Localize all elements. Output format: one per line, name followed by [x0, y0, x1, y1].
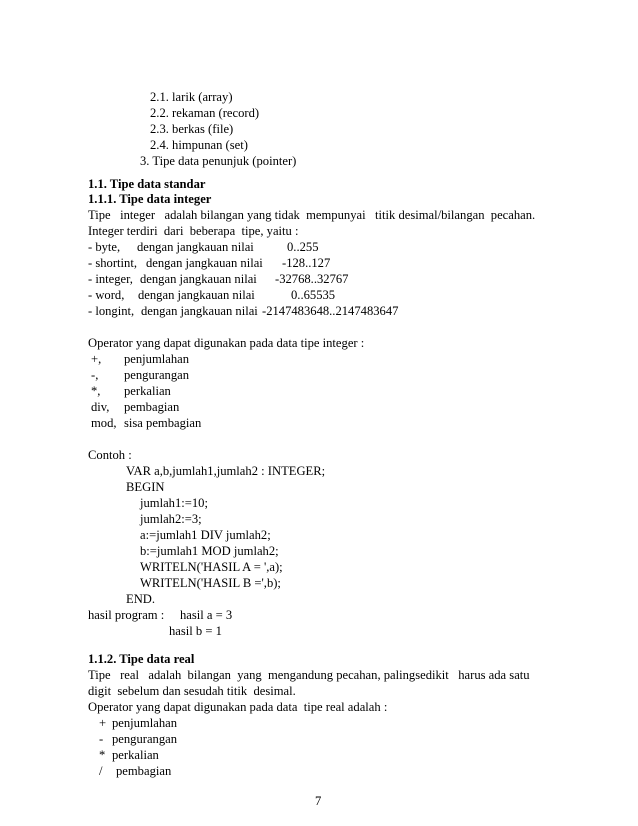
operator-symbol: -,	[91, 368, 99, 382]
section-heading: 1.1. Tipe data standar	[88, 177, 206, 191]
code-line: jumlah1:=10;	[140, 496, 208, 510]
operator-symbol: *,	[91, 384, 101, 398]
operator-symbol: *	[99, 748, 106, 762]
paragraph-line: Tipe real adalah bilangan yang mengandung pecahan, palingsedikit harus ada satu	[88, 668, 530, 682]
operator-desc: perkalian	[112, 748, 159, 762]
type-name: - longint,	[88, 304, 135, 318]
type-desc: dengan jangkauan nilai	[140, 272, 257, 286]
toc-item: 3. Tipe data penunjuk (pointer)	[140, 154, 297, 168]
type-range: -128..127	[282, 256, 331, 270]
type-desc: dengan jangkauan nilai	[146, 256, 263, 270]
code-line: a:=jumlah1 DIV jumlah2;	[140, 528, 271, 542]
output-label: hasil program :	[88, 608, 165, 622]
toc-item: 2.2. rekaman (record)	[150, 106, 260, 120]
type-desc: dengan jangkauan nilai	[137, 240, 254, 254]
type-name: - byte,	[88, 240, 121, 254]
subsection-heading: 1.1.1. Tipe data integer	[88, 192, 212, 206]
output-line: hasil a = 3	[180, 608, 233, 622]
code-line: VAR a,b,jumlah1,jumlah2 : INTEGER;	[126, 464, 326, 478]
paragraph-line: digit sebelum dan sesudah titik desimal.	[88, 684, 296, 698]
operator-desc: pengurangan	[124, 368, 190, 382]
page-number: 7	[315, 794, 322, 808]
type-name: - word,	[88, 288, 125, 302]
paragraph-line: Tipe integer adalah bilangan yang tidak mempunyai titik desimal/bilangan pecahan.	[88, 208, 536, 222]
operator-symbol: +	[99, 716, 107, 730]
type-range: 0..255	[287, 240, 319, 254]
code-line: BEGIN	[126, 480, 165, 494]
code-line: WRITELN('HASIL A = ',a);	[140, 560, 283, 574]
operator-symbol: div,	[91, 400, 110, 414]
operator-symbol: /	[99, 764, 103, 778]
paragraph-line: Operator yang dapat digunakan pada data tipe real adalah :	[88, 700, 388, 714]
operator-desc: perkalian	[124, 384, 171, 398]
operator-desc: pengurangan	[112, 732, 178, 746]
operator-desc: sisa pembagian	[124, 416, 202, 430]
output-line: hasil b = 1	[169, 624, 222, 638]
code-line: b:=jumlah1 MOD jumlah2;	[140, 544, 279, 558]
paragraph-line: Integer terdiri dari beberapa tipe, yaitu :	[88, 224, 299, 238]
toc-item: 2.4. himpunan (set)	[150, 138, 248, 152]
type-range: -32768..32767	[275, 272, 349, 286]
operator-symbol: -	[99, 732, 104, 746]
type-desc: dengan jangkauan nilai	[138, 288, 255, 302]
operator-symbol: mod,	[91, 416, 117, 430]
type-range: -2147483648..2147483647	[262, 304, 399, 318]
operator-symbol: +,	[91, 352, 102, 366]
code-line: WRITELN('HASIL B =',b);	[140, 576, 281, 590]
toc-item: 2.3. berkas (file)	[150, 122, 234, 136]
subsection-heading: 1.1.2. Tipe data real	[88, 652, 195, 666]
type-desc: dengan jangkauan nilai	[141, 304, 258, 318]
operator-desc: penjumlahan	[124, 352, 190, 366]
code-line: jumlah2:=3;	[140, 512, 202, 526]
operator-desc: penjumlahan	[112, 716, 178, 730]
type-range: 0..65535	[291, 288, 336, 302]
toc-item: 2.1. larik (array)	[150, 90, 233, 104]
type-name: - shortint,	[88, 256, 137, 270]
paragraph-line: Operator yang dapat digunakan pada data tipe integer :	[88, 336, 365, 350]
operator-desc: pembagian	[116, 764, 172, 778]
code-line: END.	[126, 592, 156, 606]
type-name: - integer,	[88, 272, 133, 286]
operator-desc: pembagian	[124, 400, 180, 414]
example-label: Contoh :	[88, 448, 132, 462]
